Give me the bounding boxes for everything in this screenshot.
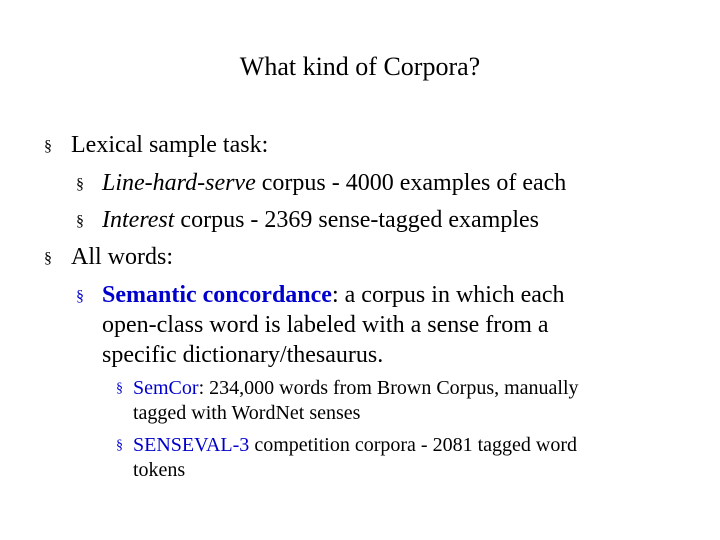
square-bullet-icon: § — [76, 288, 84, 305]
corpus-desc: corpus - 2369 sense-tagged examples — [174, 207, 539, 233]
bullet-continuation: tagged with WordNet senses — [133, 402, 361, 424]
square-bullet-icon: § — [44, 250, 52, 267]
corpus-name: Interest — [102, 207, 175, 233]
bullet-text — [102, 205, 539, 235]
bullet-text — [133, 375, 579, 401]
corpus-desc: competition corpora - 2081 tagged word — [249, 434, 577, 456]
square-bullet-icon: § — [44, 138, 52, 155]
bullet-text — [102, 168, 566, 198]
bullet-continuation: specific dictionary/thesaurus. — [102, 342, 384, 368]
definition: : a corpus in which each — [331, 282, 565, 308]
square-bullet-icon: § — [116, 438, 123, 453]
bullet-text — [133, 432, 577, 458]
corpus-desc: : 234,000 words from Brown Corpus, manually — [198, 377, 579, 399]
slide-title: What kind of Corpora? — [239, 52, 481, 81]
corpus-desc: corpus - 4000 examples of each — [255, 170, 567, 196]
bullet-continuation: open-class word is labeled with a sense from a — [102, 312, 549, 338]
corpus-name: Line-hard-serve — [102, 170, 256, 196]
bullet-continuation: tokens — [133, 459, 186, 481]
bullet-text — [102, 280, 565, 310]
corpus-name: SENSEVAL-3 — [133, 434, 250, 456]
term: Semantic concordance — [102, 282, 332, 308]
square-bullet-icon: § — [76, 176, 84, 193]
square-bullet-icon: § — [116, 381, 123, 396]
bullet-text: All words: — [71, 244, 173, 270]
bullet-text: Lexical sample task: — [71, 132, 269, 158]
square-bullet-icon: § — [76, 213, 84, 230]
corpus-name: SemCor — [133, 377, 199, 399]
